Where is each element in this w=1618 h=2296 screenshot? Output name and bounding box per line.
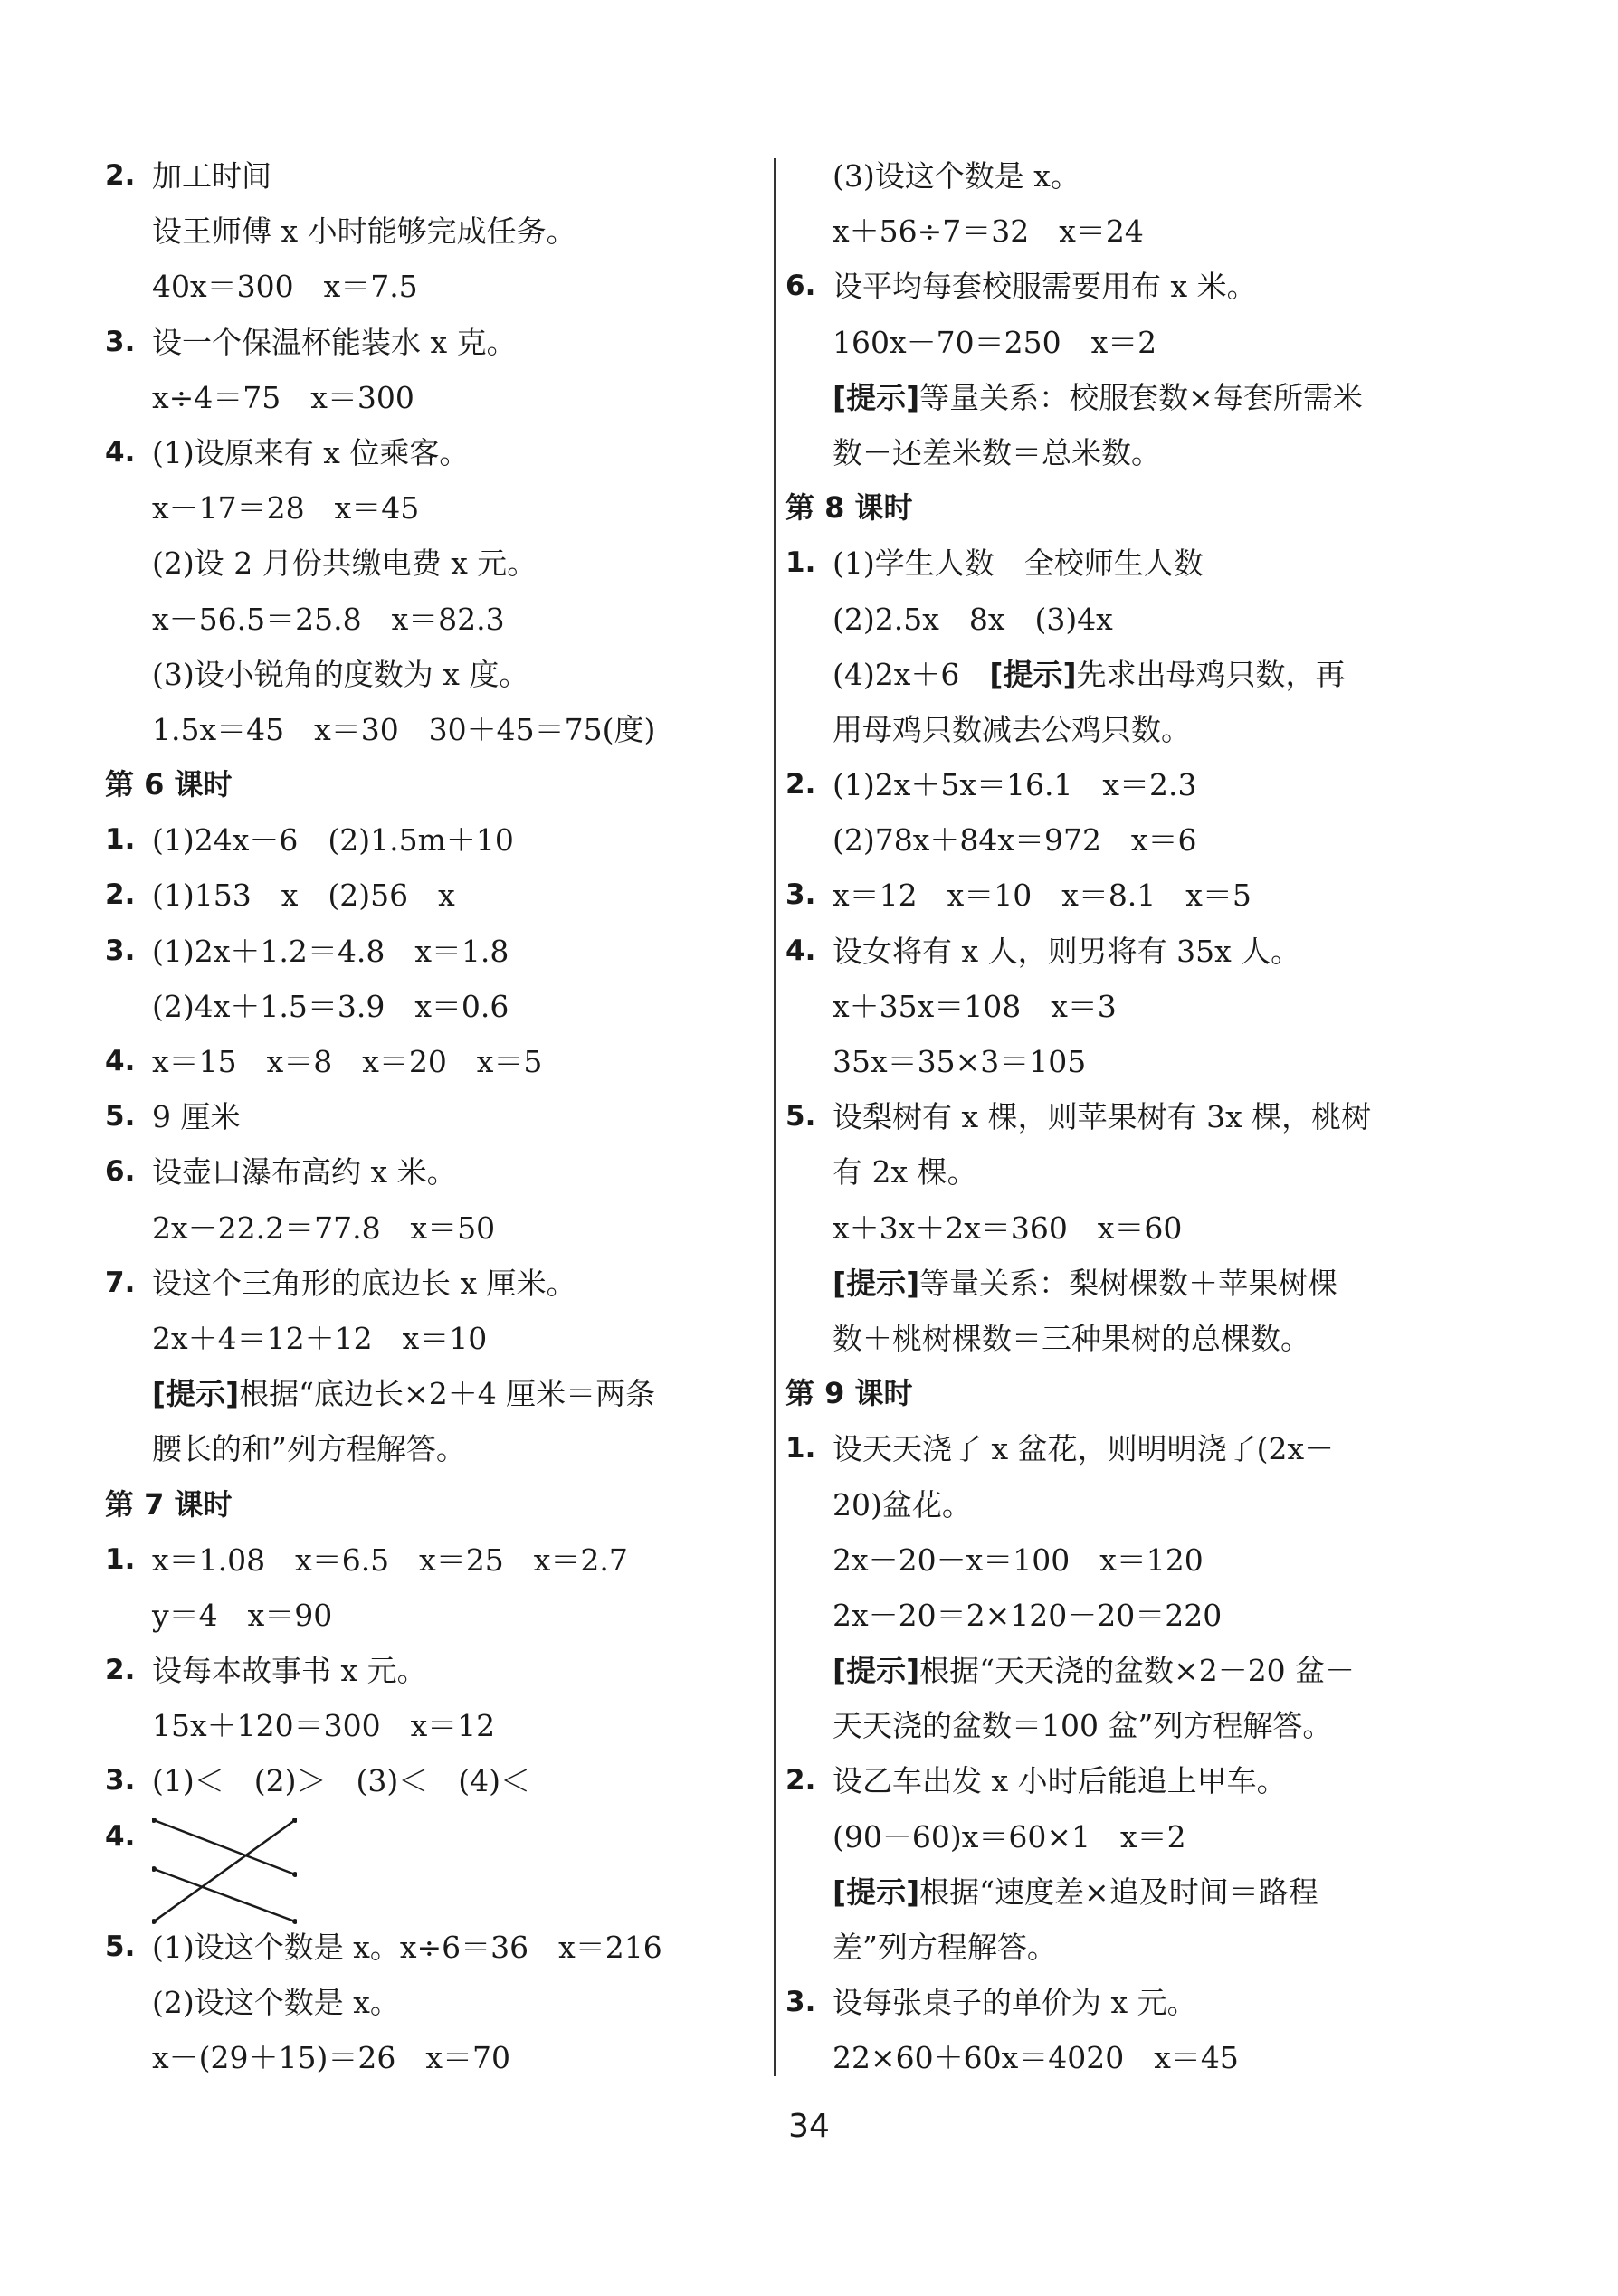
- answer-text-segment: 15x＋120＝300 x＝12: [152, 1708, 496, 1744]
- answer-text: [152, 812, 514, 868]
- answer-text-segment: (3)设小锐角的度数为 x 度。: [152, 656, 529, 692]
- answer-text-segment: 设壶口瀑布高约 x 米。: [152, 1154, 457, 1191]
- answer-text-segment: 设天天浇了 x 盆花，则明明浇了(2x－: [833, 1431, 1335, 1467]
- answer-text-segment: x＝1.08 x＝6.5 x＝25 x＝2.7: [152, 1542, 628, 1578]
- answer-line: [785, 757, 1455, 812]
- answer-text-segment: 用母鸡只数减去公鸡只数。: [833, 711, 1191, 747]
- hint-label: [提示]: [152, 1376, 240, 1412]
- answer-text: [833, 1588, 1222, 1643]
- answer-text: [833, 868, 1252, 923]
- answer-text-segment: (2)2.5x 8x (3)4x: [833, 601, 1113, 637]
- answer-line: [785, 1200, 1455, 1256]
- answer-text: [152, 2030, 510, 2085]
- answer-line: [105, 1366, 766, 1421]
- answer-text-segment: 根据“底边长×2＋4 厘米＝两条: [239, 1376, 656, 1412]
- answer-line: [105, 315, 766, 370]
- question-number: 6.: [105, 1155, 136, 1189]
- answer-text-segment: 160x－70＝250 x＝2: [833, 324, 1157, 360]
- answer-line: [105, 204, 766, 259]
- answer-line: [785, 1477, 1455, 1532]
- question-number: 1.: [785, 1432, 816, 1466]
- lesson-heading-text: 第 9 课时: [785, 1376, 913, 1411]
- answer-text: [833, 1034, 1086, 1089]
- hint-label: [提示]: [833, 1874, 920, 1910]
- answer-line: [785, 702, 1455, 757]
- answer-line: [105, 480, 766, 536]
- answer-text: [152, 1256, 576, 1311]
- lesson-heading-text: 第 8 课时: [785, 490, 913, 526]
- answer-text: [833, 1532, 1204, 1588]
- column-divider: [774, 158, 776, 2076]
- answer-text-segment: 2x＋4＝12＋12 x＝10: [152, 1320, 488, 1356]
- answer-text-segment: 加工时间: [152, 158, 271, 194]
- answer-line: [785, 2030, 1455, 2085]
- answer-line: [785, 1920, 1455, 1975]
- question-number: 4.: [105, 1819, 136, 1853]
- answer-text: [152, 1366, 655, 1421]
- answer-line: [105, 1588, 766, 1643]
- answer-text: [152, 868, 455, 923]
- answer-line: [785, 1643, 1455, 1698]
- answer-text: [833, 148, 1080, 204]
- answer-text-segment: y＝4 x＝90: [152, 1597, 333, 1633]
- answer-text: [833, 757, 1197, 812]
- question-number: 5.: [105, 1931, 136, 1963]
- hint-label: [提示]: [833, 1265, 920, 1301]
- answer-text-segment: x＝12 x＝10 x＝8.1 x＝5: [833, 878, 1252, 914]
- answer-text-segment: 等量关系：校服套数×每套所需米: [919, 379, 1363, 415]
- answer-text: [152, 979, 509, 1034]
- answer-line: [785, 315, 1455, 370]
- answer-text: [152, 592, 505, 647]
- lesson-heading-text: 第 6 课时: [105, 767, 233, 802]
- answer-text-segment: 根据“速度差×追及时间＝路程: [919, 1874, 1318, 1910]
- answer-text: [833, 2030, 1239, 2085]
- answer-text: [833, 1200, 1182, 1256]
- question-number: 2.: [105, 878, 136, 912]
- lesson-heading-text: 第 7 课时: [105, 1486, 233, 1522]
- answer-text-segment: (1)2x＋1.2＝4.8 x＝1.8: [152, 933, 509, 969]
- answer-text: [152, 370, 414, 425]
- answer-text-segment: x÷4＝75 x＝300: [152, 379, 414, 415]
- answer-text-segment: (90－60)x＝60×1 x＝2: [833, 1818, 1186, 1855]
- hint-label: [提示]: [989, 656, 1077, 692]
- page-number: 34: [788, 2108, 830, 2145]
- answer-text-segment: (2)4x＋1.5＝3.9 x＝0.6: [152, 988, 509, 1024]
- question-number: 4.: [105, 1045, 136, 1077]
- answer-text: [833, 1920, 1057, 1975]
- answer-text: [833, 204, 1144, 259]
- answer-text-segment: 数＋桃树棵数＝三种果树的总棵数。: [833, 1320, 1310, 1356]
- answer-text-segment: 先求出母鸡只数，再: [1076, 656, 1346, 692]
- question-number: 3.: [105, 1764, 136, 1798]
- question-number: 2.: [785, 1764, 816, 1798]
- answer-line: [105, 647, 766, 702]
- answer-text-segment: 数－还差米数＝总米数。: [833, 434, 1161, 470]
- answer-text-segment: (2)设 2 月份共缴电费 x 元。: [152, 546, 538, 582]
- answer-line: [105, 2030, 766, 2085]
- question-number: 4.: [785, 934, 816, 967]
- question-number: 3.: [785, 1986, 816, 2019]
- answer-text: [833, 259, 1257, 314]
- answer-line: [785, 592, 1455, 647]
- answer-text-segment: 等量关系：梨树棵数＋苹果树棵: [919, 1265, 1338, 1301]
- answer-text: [152, 1643, 427, 1698]
- hint-label: [提示]: [833, 1653, 920, 1689]
- answer-text: [833, 370, 1363, 425]
- answer-text: [833, 1256, 1337, 1311]
- answer-text: [152, 1421, 466, 1476]
- hint-label: [提示]: [833, 379, 920, 415]
- answer-text: [833, 702, 1191, 757]
- answer-line: [785, 536, 1455, 591]
- answer-text-segment: 1.5x＝45 x＝30 30＋45＝75(度): [152, 711, 656, 747]
- answer-line: [785, 1809, 1455, 1864]
- answer-text: [152, 702, 655, 757]
- answer-text: [152, 148, 271, 204]
- answer-line: [785, 1588, 1455, 1643]
- answer-text: [833, 979, 1117, 1034]
- answer-text: [152, 1753, 530, 1808]
- answer-text: [152, 536, 537, 591]
- answer-text-segment: 2x－20＝2×120－20＝220: [833, 1597, 1223, 1633]
- answer-text-segment: 40x＝300 x＝7.5: [152, 269, 418, 305]
- answer-line: [785, 1698, 1455, 1753]
- answer-text-segment: 设乙车出发 x 小时后能追上甲车。: [833, 1763, 1287, 1799]
- answer-text: [152, 204, 576, 259]
- answer-text-segment: (1)＜ (2)＞ (3)＜ (4)＜: [152, 1763, 530, 1799]
- lesson-heading: [785, 1366, 1455, 1421]
- answer-text-segment: 9 厘米: [152, 1099, 241, 1135]
- answer-line: [105, 812, 766, 868]
- answer-line: [105, 536, 766, 591]
- answer-text: [833, 1975, 1197, 2030]
- answer-line: [105, 979, 766, 1034]
- question-number: 3.: [785, 878, 816, 912]
- answer-line: [105, 1975, 766, 2030]
- answer-text-segment: 设平均每套校服需要用布 x 米。: [833, 269, 1257, 305]
- answer-text-segment: x＋3x＋2x＝360 x＝60: [833, 1210, 1183, 1246]
- answer-text-segment: (4)2x＋6: [833, 656, 990, 692]
- answer-text-segment: 设一个保温杯能装水 x 克。: [152, 324, 517, 360]
- answer-line: [785, 204, 1455, 259]
- answer-line: [105, 259, 766, 314]
- answer-text: [152, 425, 469, 480]
- answer-text: [152, 1200, 495, 1256]
- answer-text-segment: (2)78x＋84x＝972 x＝6: [833, 822, 1197, 859]
- question-number: 6.: [785, 270, 816, 303]
- answer-text: [833, 536, 1204, 591]
- answer-text: [833, 1089, 1371, 1144]
- answer-line: [105, 370, 766, 425]
- question-number: 7.: [105, 1266, 136, 1299]
- answer-text-segment: (1)153 x (2)56 x: [152, 878, 455, 914]
- question-number: 2.: [105, 1654, 136, 1687]
- question-number: 3.: [105, 934, 136, 967]
- question-number: 1.: [785, 546, 816, 580]
- question-number: 2.: [105, 159, 136, 192]
- question-number: 2.: [785, 768, 816, 802]
- answer-text-segment: (1)设这个数是 x。x÷6＝36 x＝216: [152, 1930, 662, 1965]
- answer-text-segment: 2x－20－x＝100 x＝120: [833, 1542, 1204, 1578]
- answer-line: [105, 1144, 766, 1200]
- answer-text-segment: (1)2x＋5x＝16.1 x＝2.3: [833, 767, 1197, 803]
- answer-text: [152, 1089, 241, 1144]
- answer-line: [785, 868, 1455, 923]
- answer-line: [105, 1311, 766, 1366]
- answer-line: [785, 425, 1455, 480]
- question-number: 5.: [105, 1100, 136, 1134]
- answer-line: [785, 1034, 1455, 1089]
- answer-line: [105, 592, 766, 647]
- lesson-heading: [105, 1477, 766, 1532]
- answer-line: [785, 1864, 1455, 1920]
- answer-text-segment: 天天浇的盆数＝100 盆”列方程解答。: [833, 1708, 1333, 1744]
- answer-line: [785, 1144, 1455, 1200]
- answer-text-segment: 35x＝35×3＝105: [833, 1044, 1087, 1079]
- answer-text: [833, 812, 1197, 868]
- answer-text-segment: x－56.5＝25.8 x＝82.3: [152, 601, 505, 637]
- answer-text-segment: (1)24x－6 (2)1.5m＋10: [152, 822, 514, 859]
- answer-line: [105, 1421, 766, 1476]
- answer-line: [105, 1698, 766, 1753]
- answer-text-segment: x＋56÷7＝32 x＝24: [833, 213, 1144, 250]
- answer-line: [785, 979, 1455, 1034]
- answer-text: [833, 1643, 1355, 1698]
- answer-line: [105, 1532, 766, 1588]
- answer-text-segment: 有 2x 棵。: [833, 1154, 977, 1191]
- answer-text: [152, 1311, 487, 1366]
- answer-text-segment: (1)学生人数 全校师生人数: [833, 546, 1204, 582]
- answer-text-segment: 22×60＋60x＝4020 x＝45: [833, 2040, 1239, 2076]
- left-column: [105, 148, 766, 2086]
- question-number: 5.: [785, 1100, 816, 1134]
- answer-line: [785, 148, 1455, 204]
- answer-line: [785, 1256, 1455, 1311]
- answer-line: [785, 812, 1455, 868]
- answer-line: [785, 370, 1455, 425]
- answer-text: [833, 1753, 1287, 1808]
- answer-text: [152, 924, 509, 979]
- answer-text: [833, 1311, 1310, 1366]
- answer-text: [833, 1144, 977, 1200]
- answer-text: [152, 1144, 457, 1200]
- answer-text-segment: (3)设这个数是 x。: [833, 158, 1080, 194]
- answer-text-segment: (2)设这个数是 x。: [152, 1985, 400, 2021]
- question-number: 1.: [105, 1542, 136, 1576]
- answer-line: [105, 1089, 766, 1144]
- answer-text-segment: 设女将有 x 人，则男将有 35x 人。: [833, 933, 1301, 969]
- answer-text-segment: 设王师傅 x 小时能够完成任务。: [152, 213, 576, 250]
- answer-text: [833, 1809, 1186, 1864]
- answer-line: [105, 425, 766, 480]
- answer-line: [785, 1753, 1455, 1808]
- figure-spacer: [105, 1864, 766, 1920]
- answer-line: [785, 1532, 1455, 1588]
- answer-text: [833, 1421, 1334, 1476]
- answer-line: [785, 259, 1455, 314]
- answer-text: [833, 647, 1346, 702]
- answer-text: [833, 924, 1300, 979]
- answer-line: [785, 1311, 1455, 1366]
- answer-line: [785, 1421, 1455, 1476]
- answer-line: [785, 924, 1455, 979]
- answer-text-segment: 根据“天天浇的盆数×2－20 盆－: [919, 1653, 1356, 1689]
- answer-text: [152, 1698, 495, 1753]
- answer-text-segment: x＝15 x＝8 x＝20 x＝5: [152, 1044, 543, 1079]
- answer-text: [152, 315, 517, 370]
- answer-text-segment: x－17＝28 x＝45: [152, 490, 420, 527]
- lesson-heading: [785, 480, 1455, 536]
- answer-line: [105, 868, 766, 923]
- answer-text: [152, 1588, 332, 1643]
- answer-line: [105, 924, 766, 979]
- answer-text-segment: x－(29＋15)＝26 x＝70: [152, 2040, 510, 2076]
- answer-text-segment: 20)盆花。: [833, 1486, 972, 1523]
- answer-text: [833, 315, 1156, 370]
- question-number: 1.: [105, 823, 136, 857]
- answer-line: [785, 1975, 1455, 2030]
- answer-text-segment: 差”列方程解答。: [833, 1930, 1057, 1965]
- question-number: 4.: [105, 435, 136, 469]
- answer-text-segment: (1)设原来有 x 位乘客。: [152, 434, 470, 470]
- answer-text-segment: 设梨树有 x 棵，则苹果树有 3x 棵，桃树: [833, 1099, 1372, 1135]
- answer-text: [833, 425, 1161, 480]
- answer-text: [833, 1477, 972, 1532]
- answer-text-segment: 2x－22.2＝77.8 x＝50: [152, 1210, 496, 1246]
- answer-text-segment: 设每张桌子的单价为 x 元。: [833, 1985, 1197, 2021]
- answer-text: [152, 1975, 400, 2030]
- answer-line: [785, 1089, 1455, 1144]
- answer-line: [105, 148, 766, 204]
- answer-text: [152, 647, 528, 702]
- answer-text-segment: x＋35x＝108 x＝3: [833, 988, 1117, 1024]
- answer-text: [152, 480, 419, 536]
- question-number: 3.: [105, 325, 136, 358]
- answer-text: [152, 1034, 542, 1089]
- answer-line: [105, 1809, 766, 1864]
- answer-line: [105, 1256, 766, 1311]
- answer-line: [105, 1753, 766, 1808]
- right-column: [785, 148, 1455, 2086]
- answer-line: [105, 1643, 766, 1698]
- answer-line: [785, 647, 1455, 702]
- answer-text-segment: 腰长的和”列方程解答。: [152, 1431, 466, 1467]
- answer-text-segment: 设这个三角形的底边长 x 厘米。: [152, 1265, 576, 1301]
- answer-text: [833, 1864, 1318, 1920]
- answer-text: [152, 1532, 628, 1588]
- answer-text: [833, 592, 1113, 647]
- answer-line: [105, 1920, 766, 1975]
- answer-line: [105, 702, 766, 757]
- answer-text: [152, 1920, 662, 1975]
- line-endpoint: [152, 1818, 157, 1823]
- answer-text: [833, 1698, 1332, 1753]
- answer-text: [152, 259, 418, 314]
- answer-line: [105, 1200, 766, 1256]
- answer-text-segment: 设每本故事书 x 元。: [152, 1653, 427, 1689]
- lesson-heading: [105, 757, 766, 812]
- answer-line: [105, 1034, 766, 1089]
